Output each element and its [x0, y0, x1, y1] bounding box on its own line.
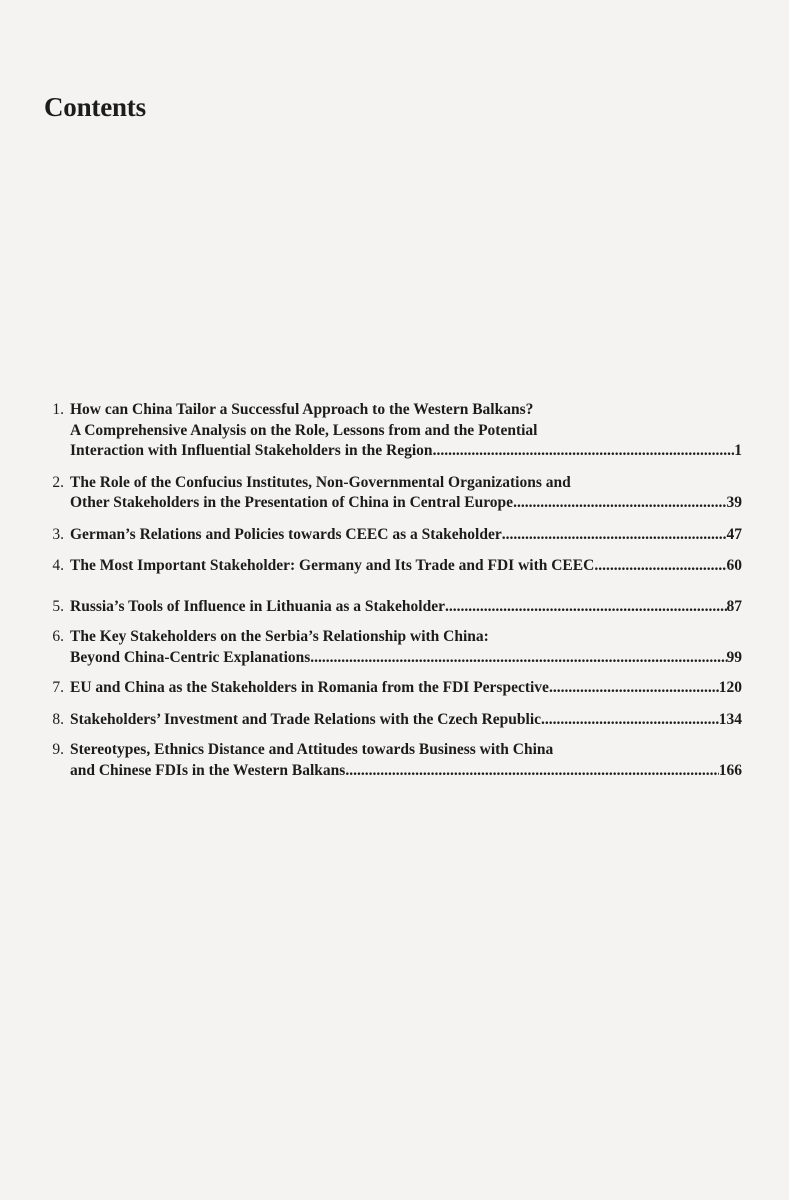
entry-title-line: Interaction with Influential Stakeholders in the Region — [70, 442, 433, 459]
toc-entry-4[interactable] — [30, 556, 742, 577]
entry-title-line: Russia’s Tools of Influence in Lithuania as a Stakeholder — [70, 597, 445, 615]
dot-leader — [594, 556, 726, 577]
toc-entry-2[interactable] — [30, 473, 742, 514]
toc-entry-9[interactable] — [30, 740, 742, 781]
toc-entry-7[interactable] — [30, 678, 742, 699]
page-number: 47 — [726, 525, 742, 543]
entry-title-line: Stakeholders’ Investment and Trade Relations with the Czech Republic — [70, 710, 542, 728]
page-number: 1 — [734, 442, 742, 459]
page-number: 39 — [726, 494, 742, 511]
toc-entry-1[interactable] — [30, 400, 742, 462]
entry-title-line: The Most Important Stakeholder: Germany and Its Trade and FDI with CEEC — [70, 557, 595, 574]
dot-leader — [345, 761, 718, 782]
dot-leader — [541, 710, 719, 731]
entry-number: 7. — [52, 679, 64, 696]
entry-title-line: The Role of the Confucius Institutes, Non-Governmental Organizations and — [70, 473, 571, 491]
entry-title-line: EU and China as the Stakeholders in Romania from the FDI Perspective — [70, 679, 549, 696]
toc-entry-5[interactable] — [30, 597, 742, 618]
toc-entry-3[interactable] — [30, 525, 742, 546]
entry-title-line: How can China Tailor a Successful Approach to the Western Balkans? — [70, 401, 534, 418]
dot-leader — [310, 648, 726, 669]
entry-title-line: and Chinese FDIs in the Western Balkans — [70, 761, 346, 779]
page-number: 134 — [718, 710, 742, 728]
page-title: Contents — [44, 92, 146, 122]
dot-leader — [433, 441, 735, 462]
entry-title-line: German’s Relations and Policies towards CEEC as a Stakeholder — [70, 525, 502, 543]
dot-leader — [502, 525, 727, 546]
toc-entry-6[interactable] — [30, 627, 742, 668]
entry-number: 2. — [52, 473, 64, 491]
entry-number: 8. — [52, 710, 64, 728]
entry-number: 3. — [52, 525, 64, 543]
entry-number: 1. — [52, 401, 64, 418]
page-number: 120 — [718, 679, 742, 696]
toc-entry-8[interactable] — [30, 710, 742, 731]
entry-number: 6. — [52, 628, 64, 645]
entry-title-line: Other Stakeholders in the Presentation of China in Central Europe — [70, 494, 514, 511]
dot-leader — [445, 597, 727, 618]
page-number: 60 — [726, 557, 742, 574]
entry-number: 5. — [52, 597, 64, 615]
dot-leader — [513, 493, 726, 514]
entry-title-line: The Key Stakeholders on the Serbia’s Relationship with China: — [70, 628, 489, 645]
entry-title-line: Beyond China-Centric Explanations — [70, 648, 311, 666]
table-of-contents — [30, 400, 742, 781]
page-number: 87 — [726, 597, 742, 615]
entry-number: 9. — [52, 741, 64, 758]
entry-title-line: Stereotypes, Ethnics Distance and Attitudes towards Business with China — [70, 741, 554, 758]
dot-leader — [549, 678, 719, 699]
entry-number: 4. — [52, 557, 64, 574]
entry-title-line: A Comprehensive Analysis on the Role, Lessons from and the Potential — [70, 421, 538, 439]
page-number: 99 — [726, 648, 742, 666]
page-number: 166 — [718, 761, 742, 779]
